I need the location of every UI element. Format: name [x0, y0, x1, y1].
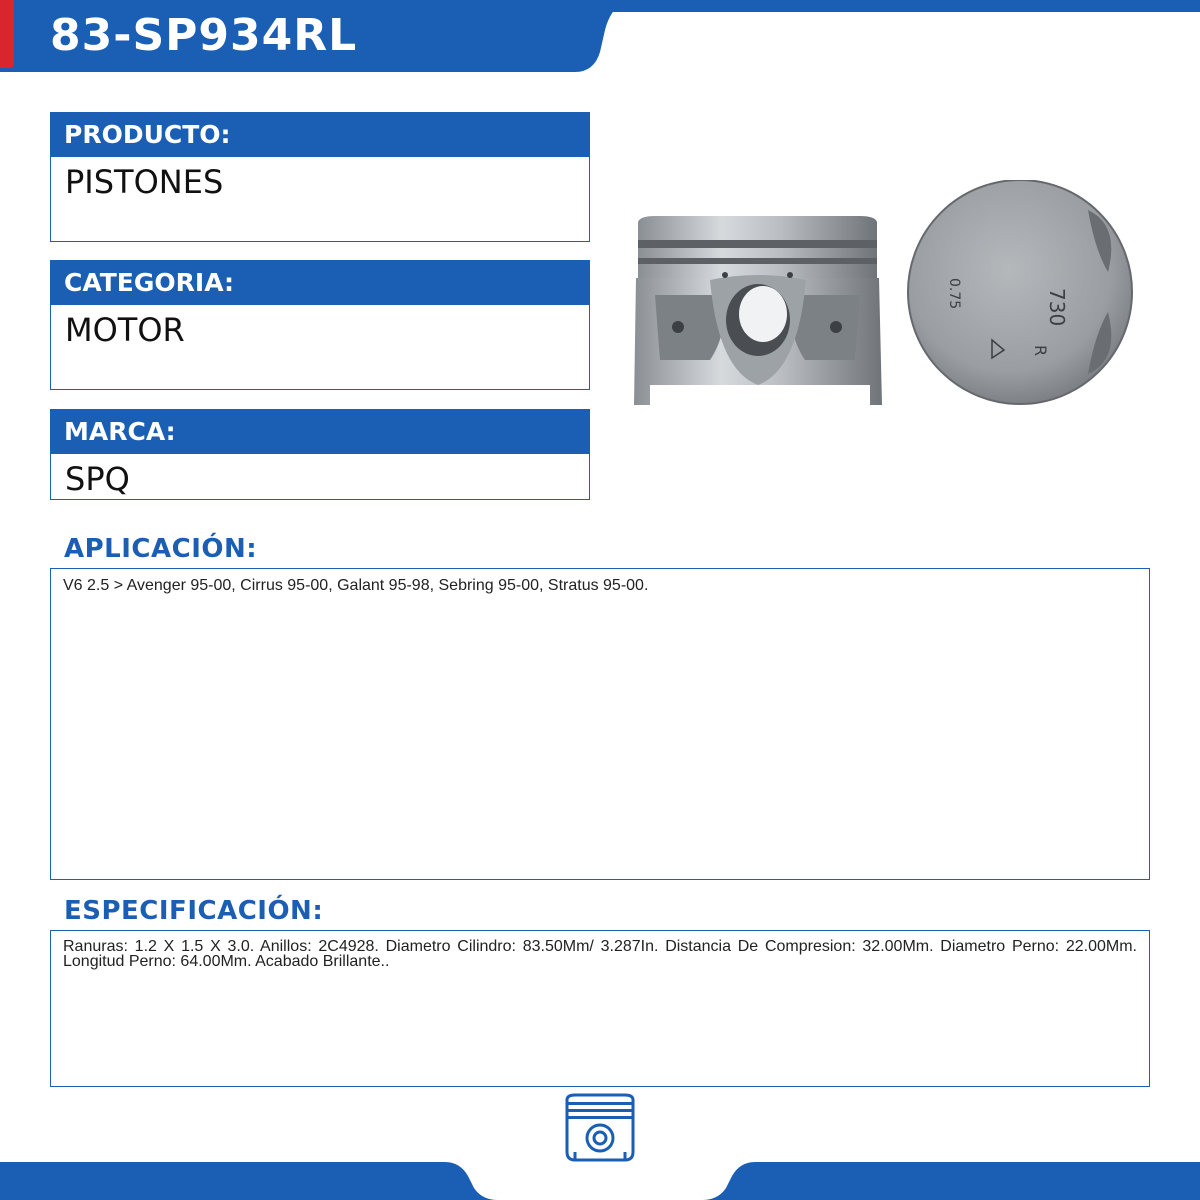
crown-marking-730: 730	[1045, 288, 1069, 327]
especificacion-title: ESPECIFICACIÓN:	[64, 896, 324, 926]
piston-product-image	[630, 180, 1150, 420]
categoria-label: CATEGORIA:	[50, 260, 590, 304]
piston-crown-view	[908, 180, 1132, 404]
part-number-title: 83-SP934RL	[50, 10, 358, 61]
crown-marking-r: R	[1031, 345, 1050, 357]
crown-marking-075: 0.75	[946, 278, 962, 310]
producto-value: PISTONES	[50, 156, 590, 242]
producto-field	[50, 112, 590, 242]
motor-badge-label: MOTOR	[570, 1163, 630, 1179]
categoria-field	[50, 260, 590, 390]
especificacion-box	[50, 930, 1150, 1087]
marca-value: SPQ	[50, 453, 590, 500]
aplicacion-box	[50, 568, 1150, 880]
piston-side-view	[634, 216, 882, 405]
producto-label: PRODUCTO:	[50, 112, 590, 156]
aplicacion-text: V6 2.5 > Avenger 95-00, Cirrus 95-00, Galant 95-98, Sebring 95-00, Stratus 95-00.	[63, 577, 649, 594]
marca-label: MARCA:	[50, 409, 590, 453]
marca-field	[50, 409, 590, 500]
aplicacion-title: APLICACIÓN:	[64, 534, 258, 564]
categoria-value: MOTOR	[50, 304, 590, 390]
especificacion-text: Ranuras: 1.2 X 1.5 X 3.0. Anillos: 2C4928. Diametro Cilindro: 83.50Mm/ 3.287In. Distancia De Compresion: 32.00Mm. Diametro Perno: 22.00Mm. Longitud Perno: 64.00Mm. Acabado Brillante..	[63, 938, 1137, 970]
